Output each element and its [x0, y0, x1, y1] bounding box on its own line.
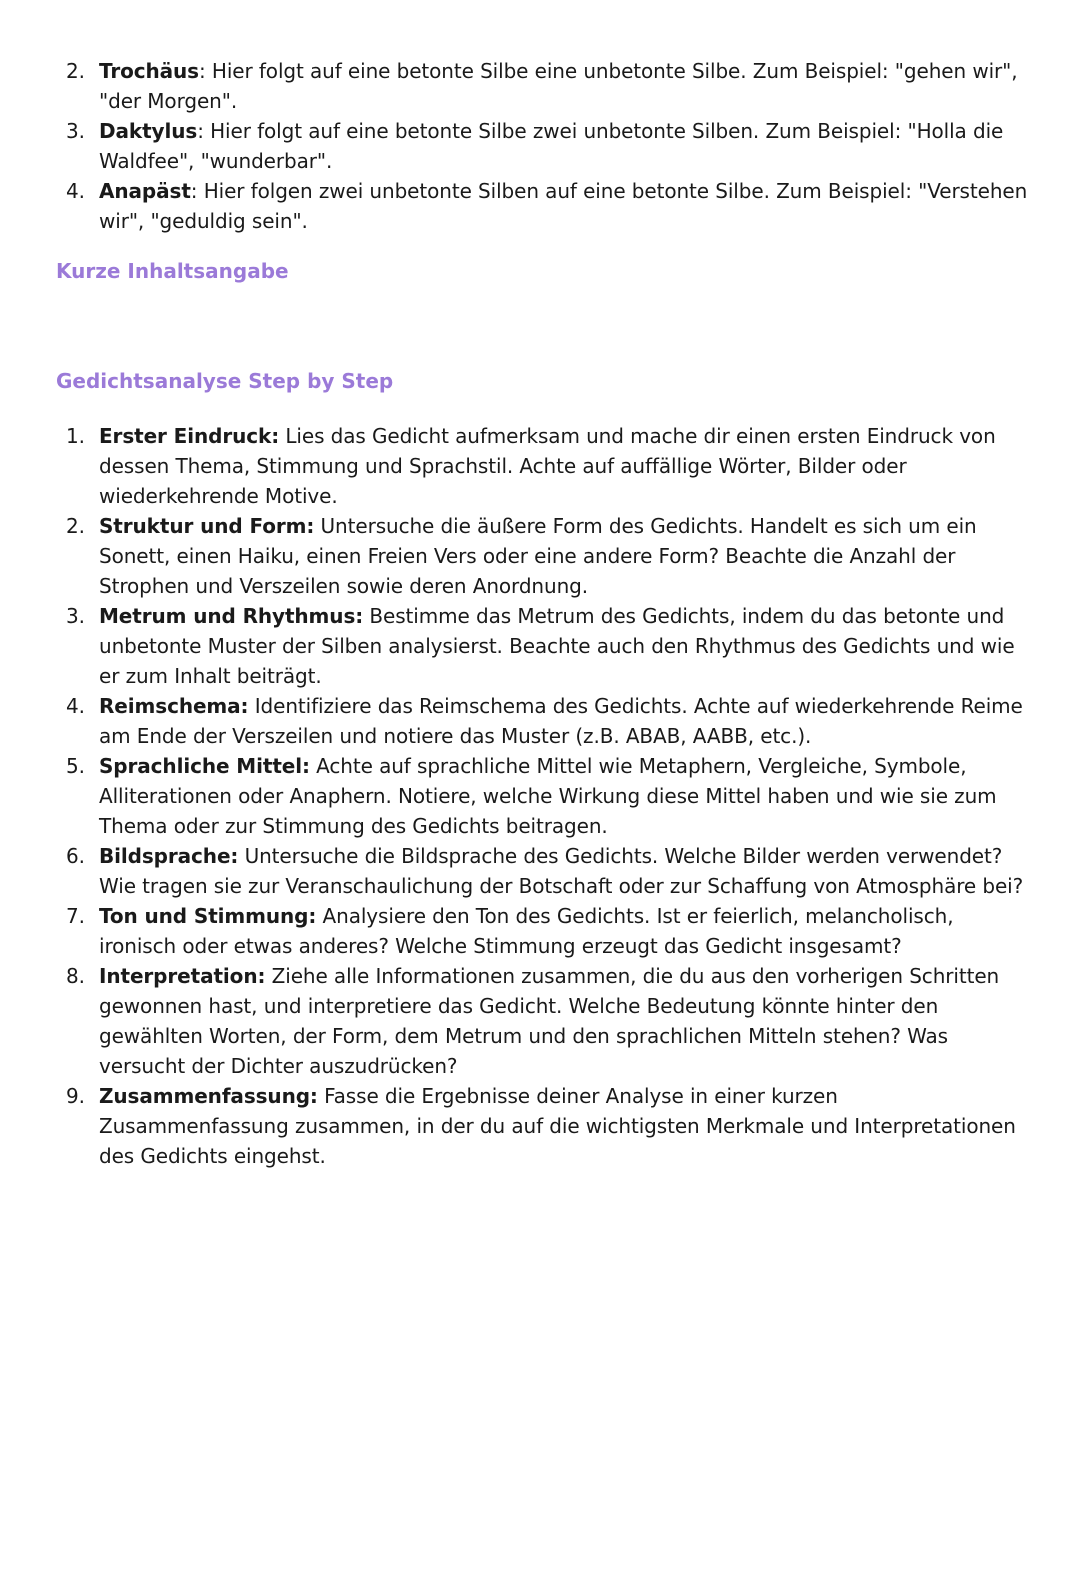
term-label: Bildsprache:: [99, 844, 239, 868]
item-text: Lies das Gedicht aufmerksam und mache dir einen ersten Eindruck von dessen Thema, Stimmung und Sprachstil. Achte auf auffällige Wörter, Bilder oder wiederkehrende Motive.: [99, 424, 996, 508]
item-text: Untersuche die äußere Form des Gedichts. Handelt es sich um ein Sonett, einen Haiku, einen Freien Vers oder eine andere Form? Beachte die Anzahl der Strophen und Verszeilen sowie deren Anordnung.: [99, 514, 977, 598]
term-label: Sprachliche Mittel:: [99, 754, 310, 778]
term-label: Trochäus: [99, 59, 199, 83]
step-item-sprachliche-mittel: [56, 751, 1030, 841]
heading-kurze-inhaltsangabe: Kurze Inhaltsangabe: [56, 259, 289, 283]
heading-gedichtsanalyse: Gedichtsanalyse Step by Step: [56, 369, 394, 393]
list-number: 3.: [66, 119, 85, 143]
item-text: Hier folgt auf eine betonte Silbe eine unbetonte Silbe. Zum Beispiel: "gehen wir", "der Morgen".: [99, 59, 1018, 113]
term-label: Zusammenfassung:: [99, 1084, 318, 1108]
list-item-anapaest: [56, 176, 1030, 236]
item-text: Analysiere den Ton des Gedichts. Ist er feierlich, melancholisch, ironisch oder etwas anderes? Welche Stimmung erzeugt das Gedicht insgesamt?: [99, 904, 954, 958]
step-item-bildsprache: [56, 841, 1030, 901]
metrum-list: [56, 56, 1030, 236]
term-label: Ton und Stimmung:: [99, 904, 317, 928]
list-number: 4.: [66, 694, 85, 718]
step-item-reimschema: [56, 691, 1030, 751]
item-text: Achte auf sprachliche Mittel wie Metaphern, Vergleiche, Symbole, Alliterationen oder Anaphern. Notiere, welche Wirkung diese Mittel haben und wie sie zum Thema oder zur Stimmung des Gedichts beitragen.: [99, 754, 997, 838]
list-number: 6.: [66, 844, 85, 868]
item-text: Ziehe alle Informationen zusammen, die du aus den vorherigen Schritten gewonnen hast, und interpretiere das Gedicht. Welche Bedeutung könnte hinter den gewählten Worten, der Form, dem Metrum und den sprachlichen Mitteln stehen? Was versucht der Dichter auszudrücken?: [99, 964, 1000, 1078]
step-item-erster-eindruck: [56, 421, 1030, 511]
list-number: 9.: [66, 1084, 85, 1108]
list-item-daktylus: [56, 116, 1030, 176]
step-item-zusammenfassung: [56, 1081, 1030, 1171]
list-number: 2.: [66, 514, 85, 538]
term-label: Metrum und Rhythmus:: [99, 604, 364, 628]
analysis-steps-list: [56, 421, 1030, 1171]
item-text: Untersuche die Bildsprache des Gedichts. Welche Bilder werden verwendet? Wie tragen sie zur Veranschaulichung der Botschaft oder zur Schaffung von Atmosphäre bei?: [99, 844, 1024, 898]
list-number: 1.: [66, 424, 85, 448]
step-item-ton-und-stimmung: [56, 901, 1030, 961]
term-label: Daktylus: [99, 119, 198, 143]
list-number: 2.: [66, 59, 85, 83]
term-separator: :: [198, 59, 206, 83]
list-number: 4.: [66, 179, 85, 203]
term-separator: :: [197, 119, 204, 143]
step-item-metrum-und-rhythmus: [56, 601, 1030, 691]
term-label: Reimschema:: [99, 694, 249, 718]
item-text: Hier folgt auf eine betonte Silbe zwei unbetonte Silben. Zum Beispiel: "Holla die Waldfee", "wunderbar".: [99, 119, 1004, 173]
item-text: Bestimme das Metrum des Gedichts, indem du das betonte und unbetonte Muster der Silben analysierst. Beachte auch den Rhythmus des Gedichts und wie er zum Inhalt beiträgt.: [99, 604, 1015, 688]
list-number: 3.: [66, 604, 85, 628]
list-number: 8.: [66, 964, 85, 988]
item-text: Identifiziere das Reimschema des Gedichts. Achte auf wiederkehrende Reime am Ende der Verszeilen und notiere das Muster (z.B. ABAB, AABB, etc.).: [99, 694, 1023, 748]
item-text: Fasse die Ergebnisse deiner Analyse in einer kurzen Zusammenfassung zusammen, in der du auf die wichtigsten Merkmale und Interpretationen des Gedichts eingehst.: [99, 1084, 1016, 1168]
step-item-struktur-und-form: [56, 511, 1030, 601]
term-separator: :: [190, 179, 198, 203]
list-number: 7.: [66, 904, 85, 928]
term-label: Struktur und Form:: [99, 514, 315, 538]
term-label: Anapäst: [99, 179, 191, 203]
list-item-trochaeus: [56, 56, 1030, 116]
step-item-interpretation: [56, 961, 1030, 1081]
term-label: Erster Eindruck:: [99, 424, 280, 448]
list-number: 5.: [66, 754, 85, 778]
item-text: Hier folgen zwei unbetonte Silben auf eine betonte Silbe. Zum Beispiel: "Verstehen wir", "geduldig sein".: [99, 179, 1028, 233]
term-label: Interpretation:: [99, 964, 266, 988]
